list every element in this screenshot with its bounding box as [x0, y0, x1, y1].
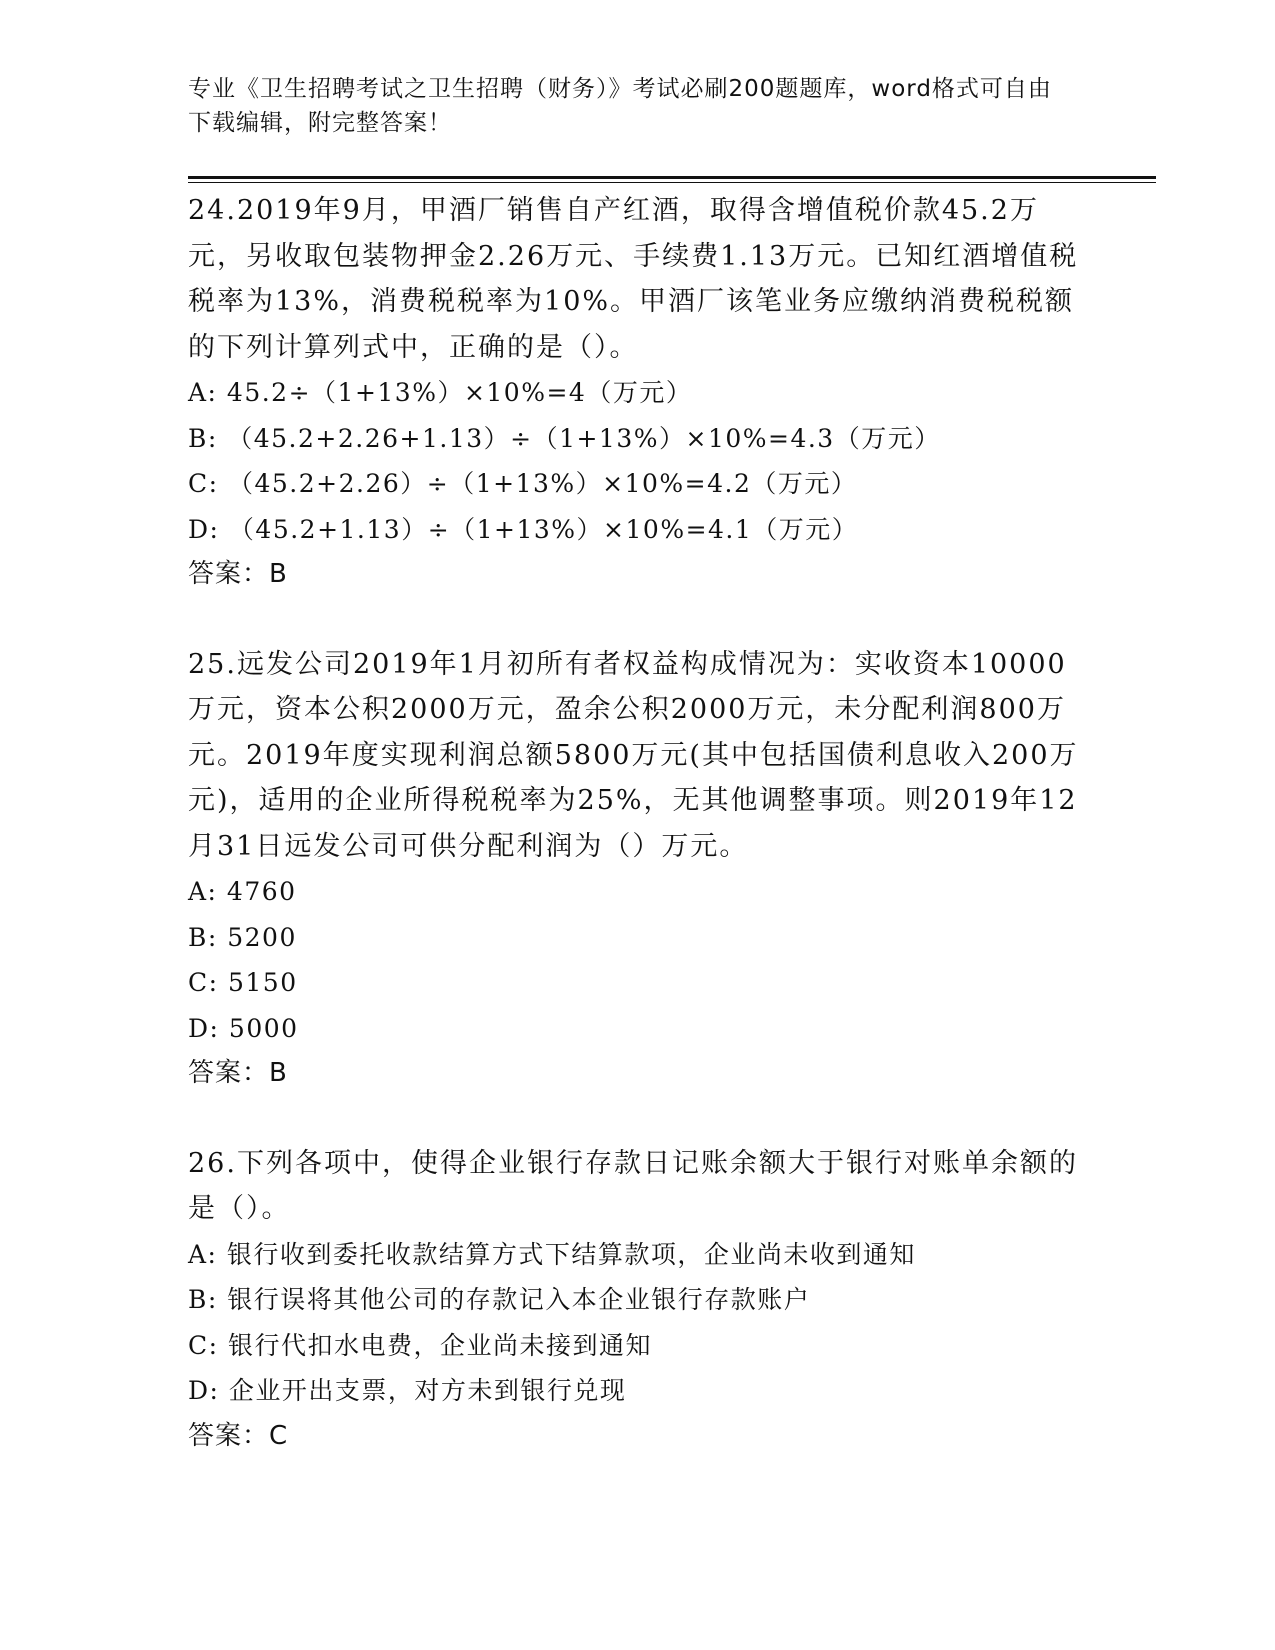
option-c: C: 5150 — [188, 968, 298, 997]
question-list — [188, 188, 1088, 1503]
question-stem: 26.下列各项中，使得企业银行存款日记账余额大于银行对账单余额的是（）。 — [188, 1147, 1078, 1224]
option-b: B: 银行误将其他公司的存款记入本企业银行存款账户 — [188, 1285, 811, 1314]
document-header: 专业《卫生招聘考试之卫生招聘（财务）》考试必刷200题题库，word格式可自由下载编辑，附完整答案！ — [188, 76, 1052, 136]
option-a: A: 45.2÷（1+13%）×10%=4（万元） — [188, 378, 693, 407]
question-stem: 25.远发公司2019年1月初所有者权益构成情况为：实收资本10000万元，资本公积2000万元，盈余公积2000万元，未分配利润800万元。2019年度实现利润总额5800万元(其中包括国债利息收入200万元)，适用的企业所得税税率为25%，无其他调整事项。则2019年12月31日远发公司可供分配利润为（）万元。 — [188, 648, 1079, 862]
option-a: A: 4760 — [188, 877, 297, 906]
header-divider — [188, 176, 1156, 179]
option-b: B: （45.2+2.26+1.13）÷（1+13%）×10%=4.3（万元） — [188, 423, 941, 453]
option-c: C: （45.2+2.26）÷（1+13%）×10%=4.2（万元） — [188, 469, 858, 498]
option-b: B: 5200 — [188, 922, 297, 952]
question-26 — [188, 1141, 1088, 1460]
option-d: D: 5000 — [188, 1013, 299, 1043]
question-stem: 24.2019年9月，甲酒厂销售自产红酒，取得含增值税价款45.2万元，另收取包装物押金2.26万元、手续费1.13万元。已知红酒增值税税率为13%，消费税税率为10%。甲酒厂该笔业务应缴纳消费税税额的下列计算列式中，正确的是（）。 — [188, 195, 1079, 363]
answer-line: 答案：B — [188, 1058, 288, 1088]
answer-line: 答案：B — [188, 559, 288, 589]
option-c: C: 银行代扣水电费，企业尚未接到通知 — [188, 1330, 652, 1360]
option-d: D: 企业开出支票，对方未到银行兑现 — [188, 1376, 627, 1405]
option-d: D: （45.2+1.13）÷（1+13%）×10%=4.1（万元） — [188, 514, 859, 544]
question-24 — [188, 188, 1088, 598]
question-25 — [188, 642, 1088, 1097]
option-a: A: 银行收到委托收款结算方式下结算款项，企业尚未收到通知 — [188, 1239, 916, 1269]
answer-line: 答案：C — [188, 1420, 289, 1451]
header-divider-thin — [188, 182, 1156, 183]
